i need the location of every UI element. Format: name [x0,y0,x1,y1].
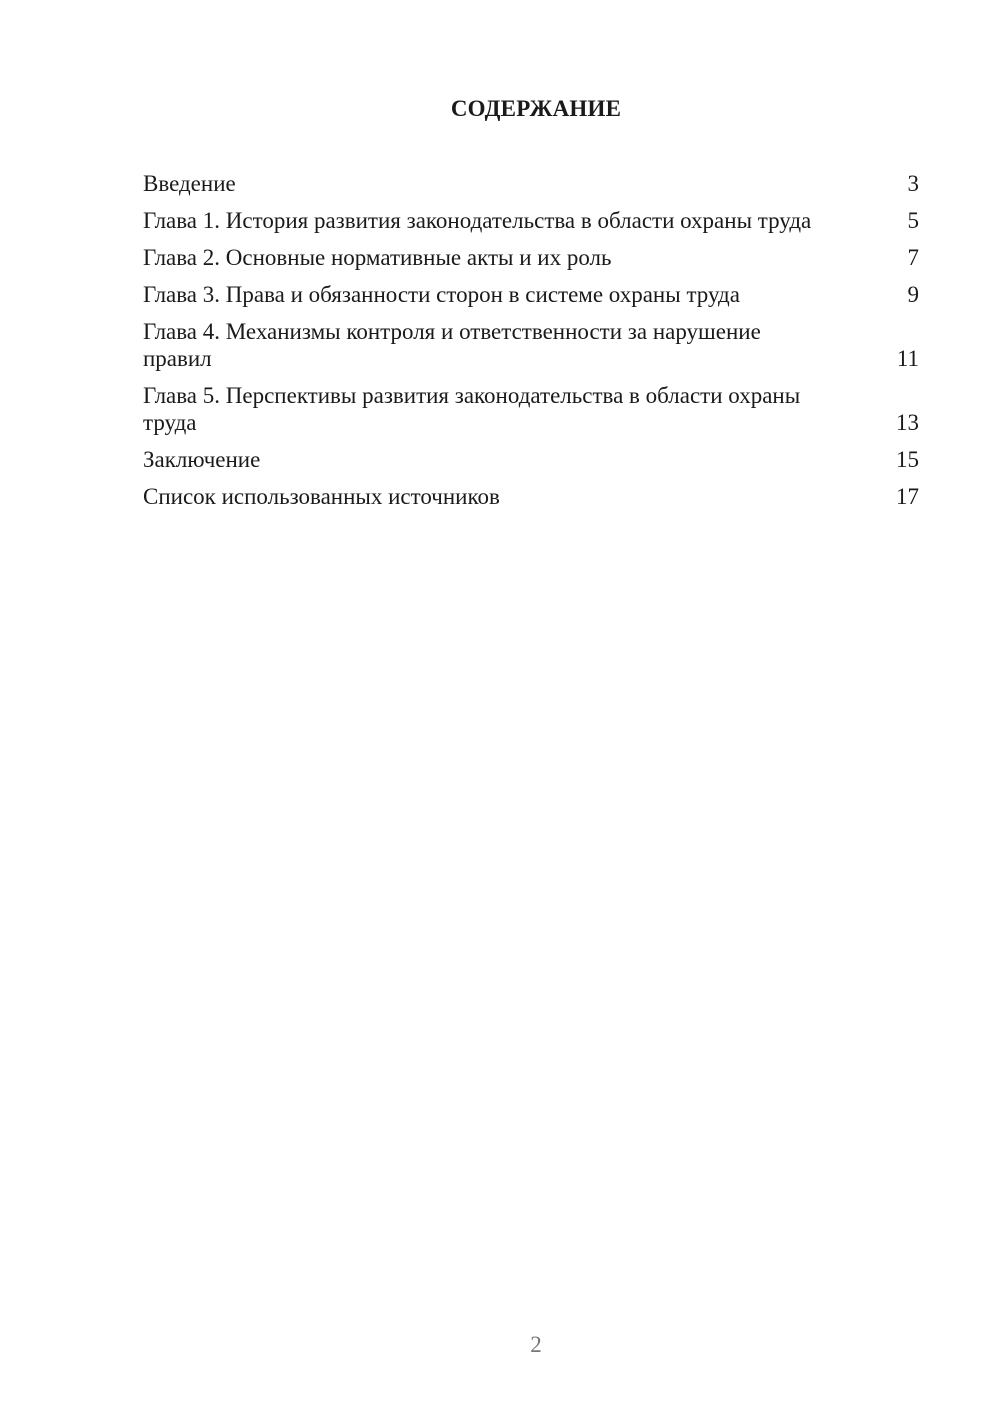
toc-entry-introduction [143,170,919,197]
toc-entry-text: Глава 1. История развития законодательства в области охраны труда [143,208,812,233]
toc-entry-chapter-3 [143,281,919,308]
page-number: 2 [530,1332,542,1357]
toc-entry-chapter-2 [143,244,919,271]
toc-entry-chapter-5 [143,382,919,436]
toc-entry-text: Глава 4. Механизмы контроля и ответственности за нарушение правил [143,319,761,371]
toc-entry-text: Глава 3. Права и обязанности сторон в системе охраны труда [143,282,740,307]
toc-entry-text: Глава 5. Перспективы развития законодательства в области охраны труда [143,383,801,435]
toc-entry-chapter-4 [143,318,919,372]
toc-entry-page: 17 [896,484,919,509]
toc-entry-page: 15 [896,447,919,472]
toc-entry-page: 3 [907,171,919,196]
toc-entry-text: Введение [143,171,236,196]
toc-entry-page: 11 [896,346,919,371]
toc-entry-page: 13 [896,410,919,435]
toc-entry-page: 9 [907,282,919,307]
toc-entry-conclusion [143,446,919,473]
toc-entry-text: Заключение [143,447,261,472]
page-title: СОДЕРЖАНИЕ [450,96,622,121]
toc-entry-page: 5 [907,208,919,233]
toc-entry-references [143,483,919,510]
toc-entry-page: 7 [907,245,919,270]
table-of-contents [143,170,919,520]
toc-entry-chapter-1 [143,207,919,234]
toc-entry-text: Список использованных источников [143,484,500,509]
toc-entry-text: Глава 2. Основные нормативные акты и их роль [143,245,612,270]
